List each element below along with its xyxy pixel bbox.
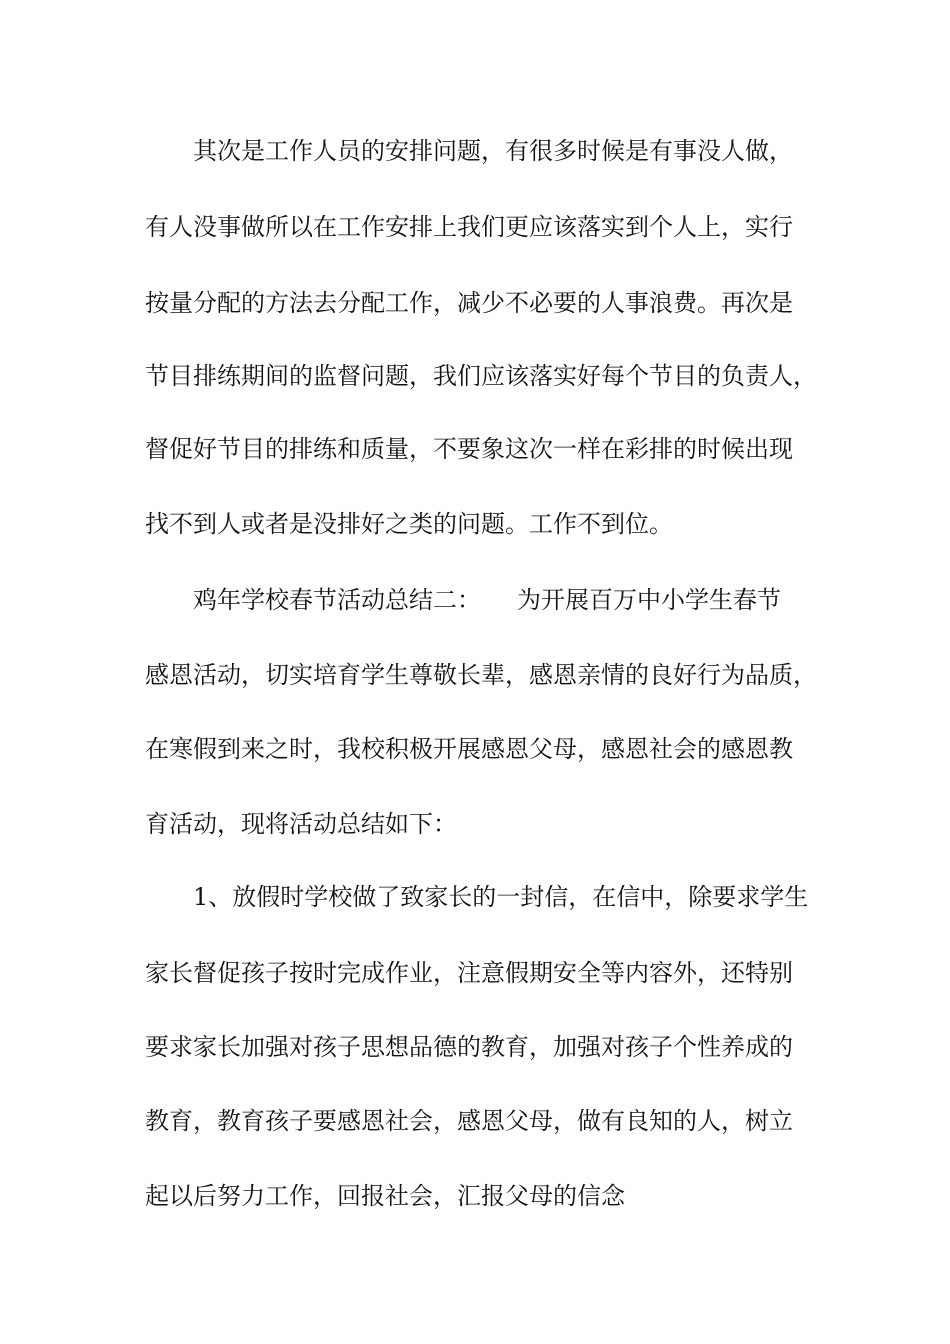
text-line: 督促好节目的排练和质量，不要象这次一样在彩排的时候出现 [145,435,793,463]
text-line: 感恩活动，切实培育学生尊敬长辈，感恩亲情的良好行为品质， [145,661,817,689]
text-line: 教育，教育孩子要感恩社会，感恩父母，做有良知的人，树立 [145,1107,793,1135]
text-line: 育活动，现将活动总结如下： [145,810,457,838]
text-line: 家长督促孩子按时完成作业，注意假期安全等内容外，还特别 [145,959,793,987]
text-line: 找不到人或者是没排好之类的问题。工作不到位。 [145,510,673,538]
text-line: 鸡年学校春节活动总结二： 为开展百万中小学生春节 [193,586,781,614]
text-line: 按量分配的方法去分配工作，减少不必要的人事浪费。再次是 [145,289,793,317]
text-line: 在寒假到来之时，我校积极开展感恩父母，感恩社会的感恩教 [145,735,793,763]
text-line: 其次是工作人员的安排问题，有很多时候是有事没人做， [193,137,793,165]
text-line: 起以后努力工作，回报社会，汇报父母的信念 [145,1182,625,1210]
text-line: 节目排练期间的监督问题，我们应该落实好每个节目的负责人， [145,362,817,390]
text-line: 要求家长加强对孩子思想品德的教育，加强对孩子个性养成的 [145,1033,793,1061]
text-line: 1、放假时学校做了致家长的一封信，在信中，除要求学生 [193,883,809,911]
text-line: 有人没事做所以在工作安排上我们更应该落实到个人上，实行 [145,213,793,241]
